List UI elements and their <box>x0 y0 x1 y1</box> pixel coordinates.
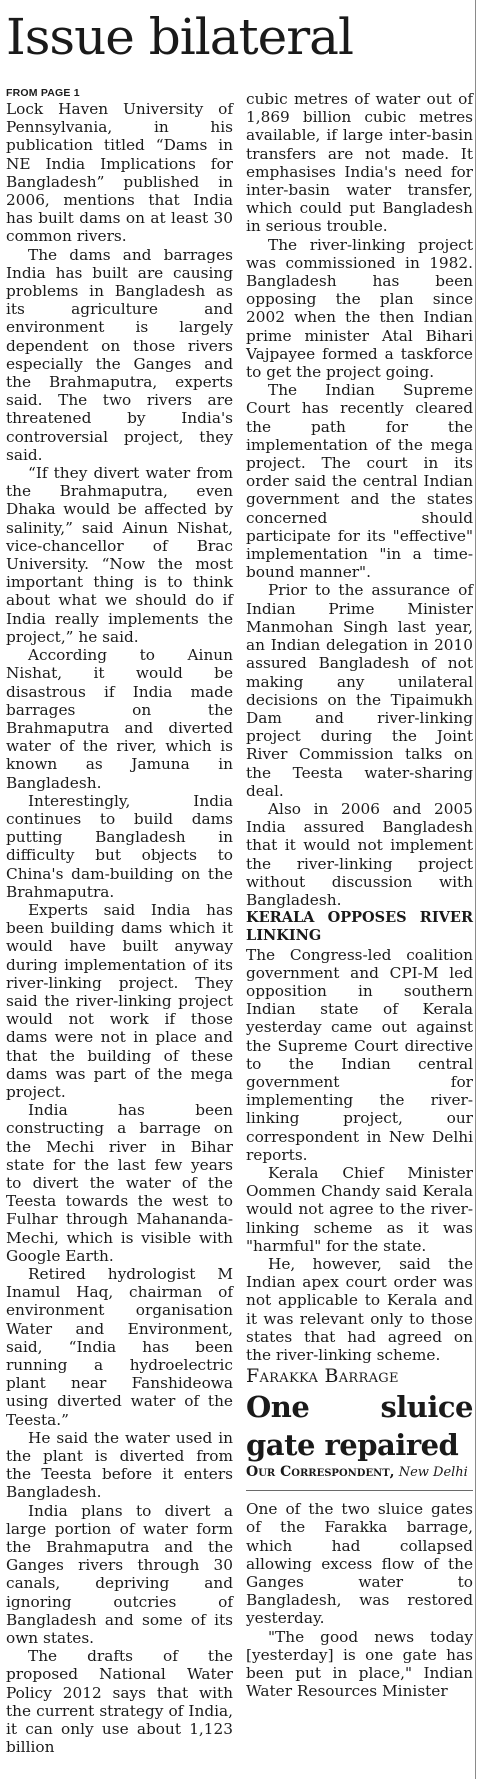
body-paragraph: “If they divert water from the Brahmaputra, even Dhaka would be affected by salinity,” said Ainun Nishat, vice-chancellor of Brac University. “Now the most important thing is to think about what we should do if India really implements the project,” he said. <box>6 464 233 646</box>
body-paragraph: The river-linking project was commissioned in 1982. Bangladesh has been opposing the plan since 2002 when the then Indian prime minister Atal Bihari Vajpayee formed a taskforce to get the project going. <box>246 235 473 382</box>
body-paragraph: Retired hydrologist M Inamul Haq, chairman of environment organisation Water and Environment, said, “India has been running a hydroelectric plant near Fanshideowa using diverted water of the Teesta.” <box>6 1265 233 1429</box>
story-section-label: Farakka Barrage <box>246 1365 399 1388</box>
sidebar-story <box>246 1364 473 1700</box>
column-rule <box>475 0 476 1779</box>
body-paragraph: The dams and barrages India has built are causing problems in Bangladesh as its agriculture and environment is largely dependent on those rivers especially the Ganges and the Brahmaputra, experts said. The two rivers are threatened by India's controversial project, they said. <box>6 245 233 464</box>
body-paragraph: cubic metres of water out of 1,869 billion cubic metres available, if large inter-basin transfers are not made. It emphasises India's need for inter-basin water transfer, which could put Bangladesh in serious trouble. <box>246 90 473 236</box>
story-headline: One sluice gate repaired <box>246 1390 473 1463</box>
body-paragraph: The Indian Supreme Court has recently cleared the path for the implementation of the mega project. The court in its order said the central Indian government and the states concerned should participate for its "effective" implementation "in a time-bound manner". <box>246 381 473 582</box>
story-byline <box>246 1464 473 1481</box>
divider <box>246 1490 473 1491</box>
body-paragraph: One of the two sluice gates of the Farakka barrage, which had collapsed allowing excess flow of the Ganges water to Bangladesh, was restored yesterday. <box>246 1500 473 1628</box>
right-column <box>246 90 473 1700</box>
article-headline: Issue bilateral <box>6 8 353 66</box>
byline-place: New Delhi <box>398 1465 468 1481</box>
body-paragraph: Prior to the assurance of Indian Prime Minister Manmohan Singh last year, an Indian delegation in 2010 assured Bangladesh of not making any unilateral decisions on the Tipaimukh Dam and river-linking project during the Joint River Commission talks on the Teesta water-sharing deal. <box>246 581 473 800</box>
byline-name: Our Correspondent, <box>246 1464 395 1481</box>
body-paragraph: "The good news today [yesterday] is one gate has been put in place," Indian Water Resources Minister <box>246 1627 473 1701</box>
body-paragraph: The drafts of the proposed National Water Policy 2012 says that with the current strategy of India, it can only use about 1,123 billion <box>6 1647 233 1757</box>
body-paragraph: He said the water used in the plant is diverted from the Teesta before it enters Bangladesh. <box>6 1428 233 1502</box>
body-paragraph: According to Ainun Nishat, it would be disastrous if India made barrages on the Brahmaputra and diverted water of the river, which is known as Jamuna in Bangladesh. <box>6 646 233 792</box>
body-paragraph: Kerala Chief Minister Oommen Chandy said Kerala would not agree to the river-linking scheme as it was "harmful" for the state. <box>246 1163 473 1255</box>
continuation-kicker: FROM PAGE 1 <box>6 87 80 99</box>
section-subhead: KERALA OPPOSES RIVER LINKING <box>246 909 473 945</box>
body-paragraph: Interestingly, India continues to build dams putting Bangladesh in difficulty but objects to China's dam-building on the Brahmaputra. <box>6 791 233 901</box>
body-paragraph: Lock Haven University of Pennsylvania, in his publication titled “Dams in NE India Implications for Bangladesh” published in 2006, mentions that India has built dams on at least 30 common rivers. <box>6 100 233 246</box>
body-paragraph: India has been constructing a barrage on the Mechi river in Bihar state for the last few years to divert the water of the Teesta towards the west to Fulhar through Mahananda-Mechi, which is visible with Google Earth. <box>6 1101 233 1265</box>
body-paragraph: Also in 2006 and 2005 India assured Bangladesh that it would not implement the river-linking project without discussion with Bangladesh. <box>246 799 473 909</box>
body-paragraph: He, however, said the Indian apex court order was not applicable to Kerala and it was relevant only to those states that had agreed on the river-linking scheme. <box>246 1255 473 1365</box>
body-paragraph: Experts said India has been building dams which it would have built anyway during implementation of its river-linking project. They said the river-linking project would not work if those dams were not in place and that the building of these dams was part of the mega project. <box>6 900 233 1101</box>
left-column <box>6 86 233 1756</box>
body-paragraph: India plans to divert a large portion of water form the Brahmaputra and the Ganges rivers through 30 canals, depriving and ignoring outcries of Bangladesh and some of its own states. <box>6 1501 233 1648</box>
body-paragraph: The Congress-led coalition government and CPI-M led opposition in southern Indian state of Kerala yesterday came out against the Supreme Court directive to the Indian central government for implementing the river-linking project, our correspondent in New Delhi reports. <box>246 945 473 1164</box>
